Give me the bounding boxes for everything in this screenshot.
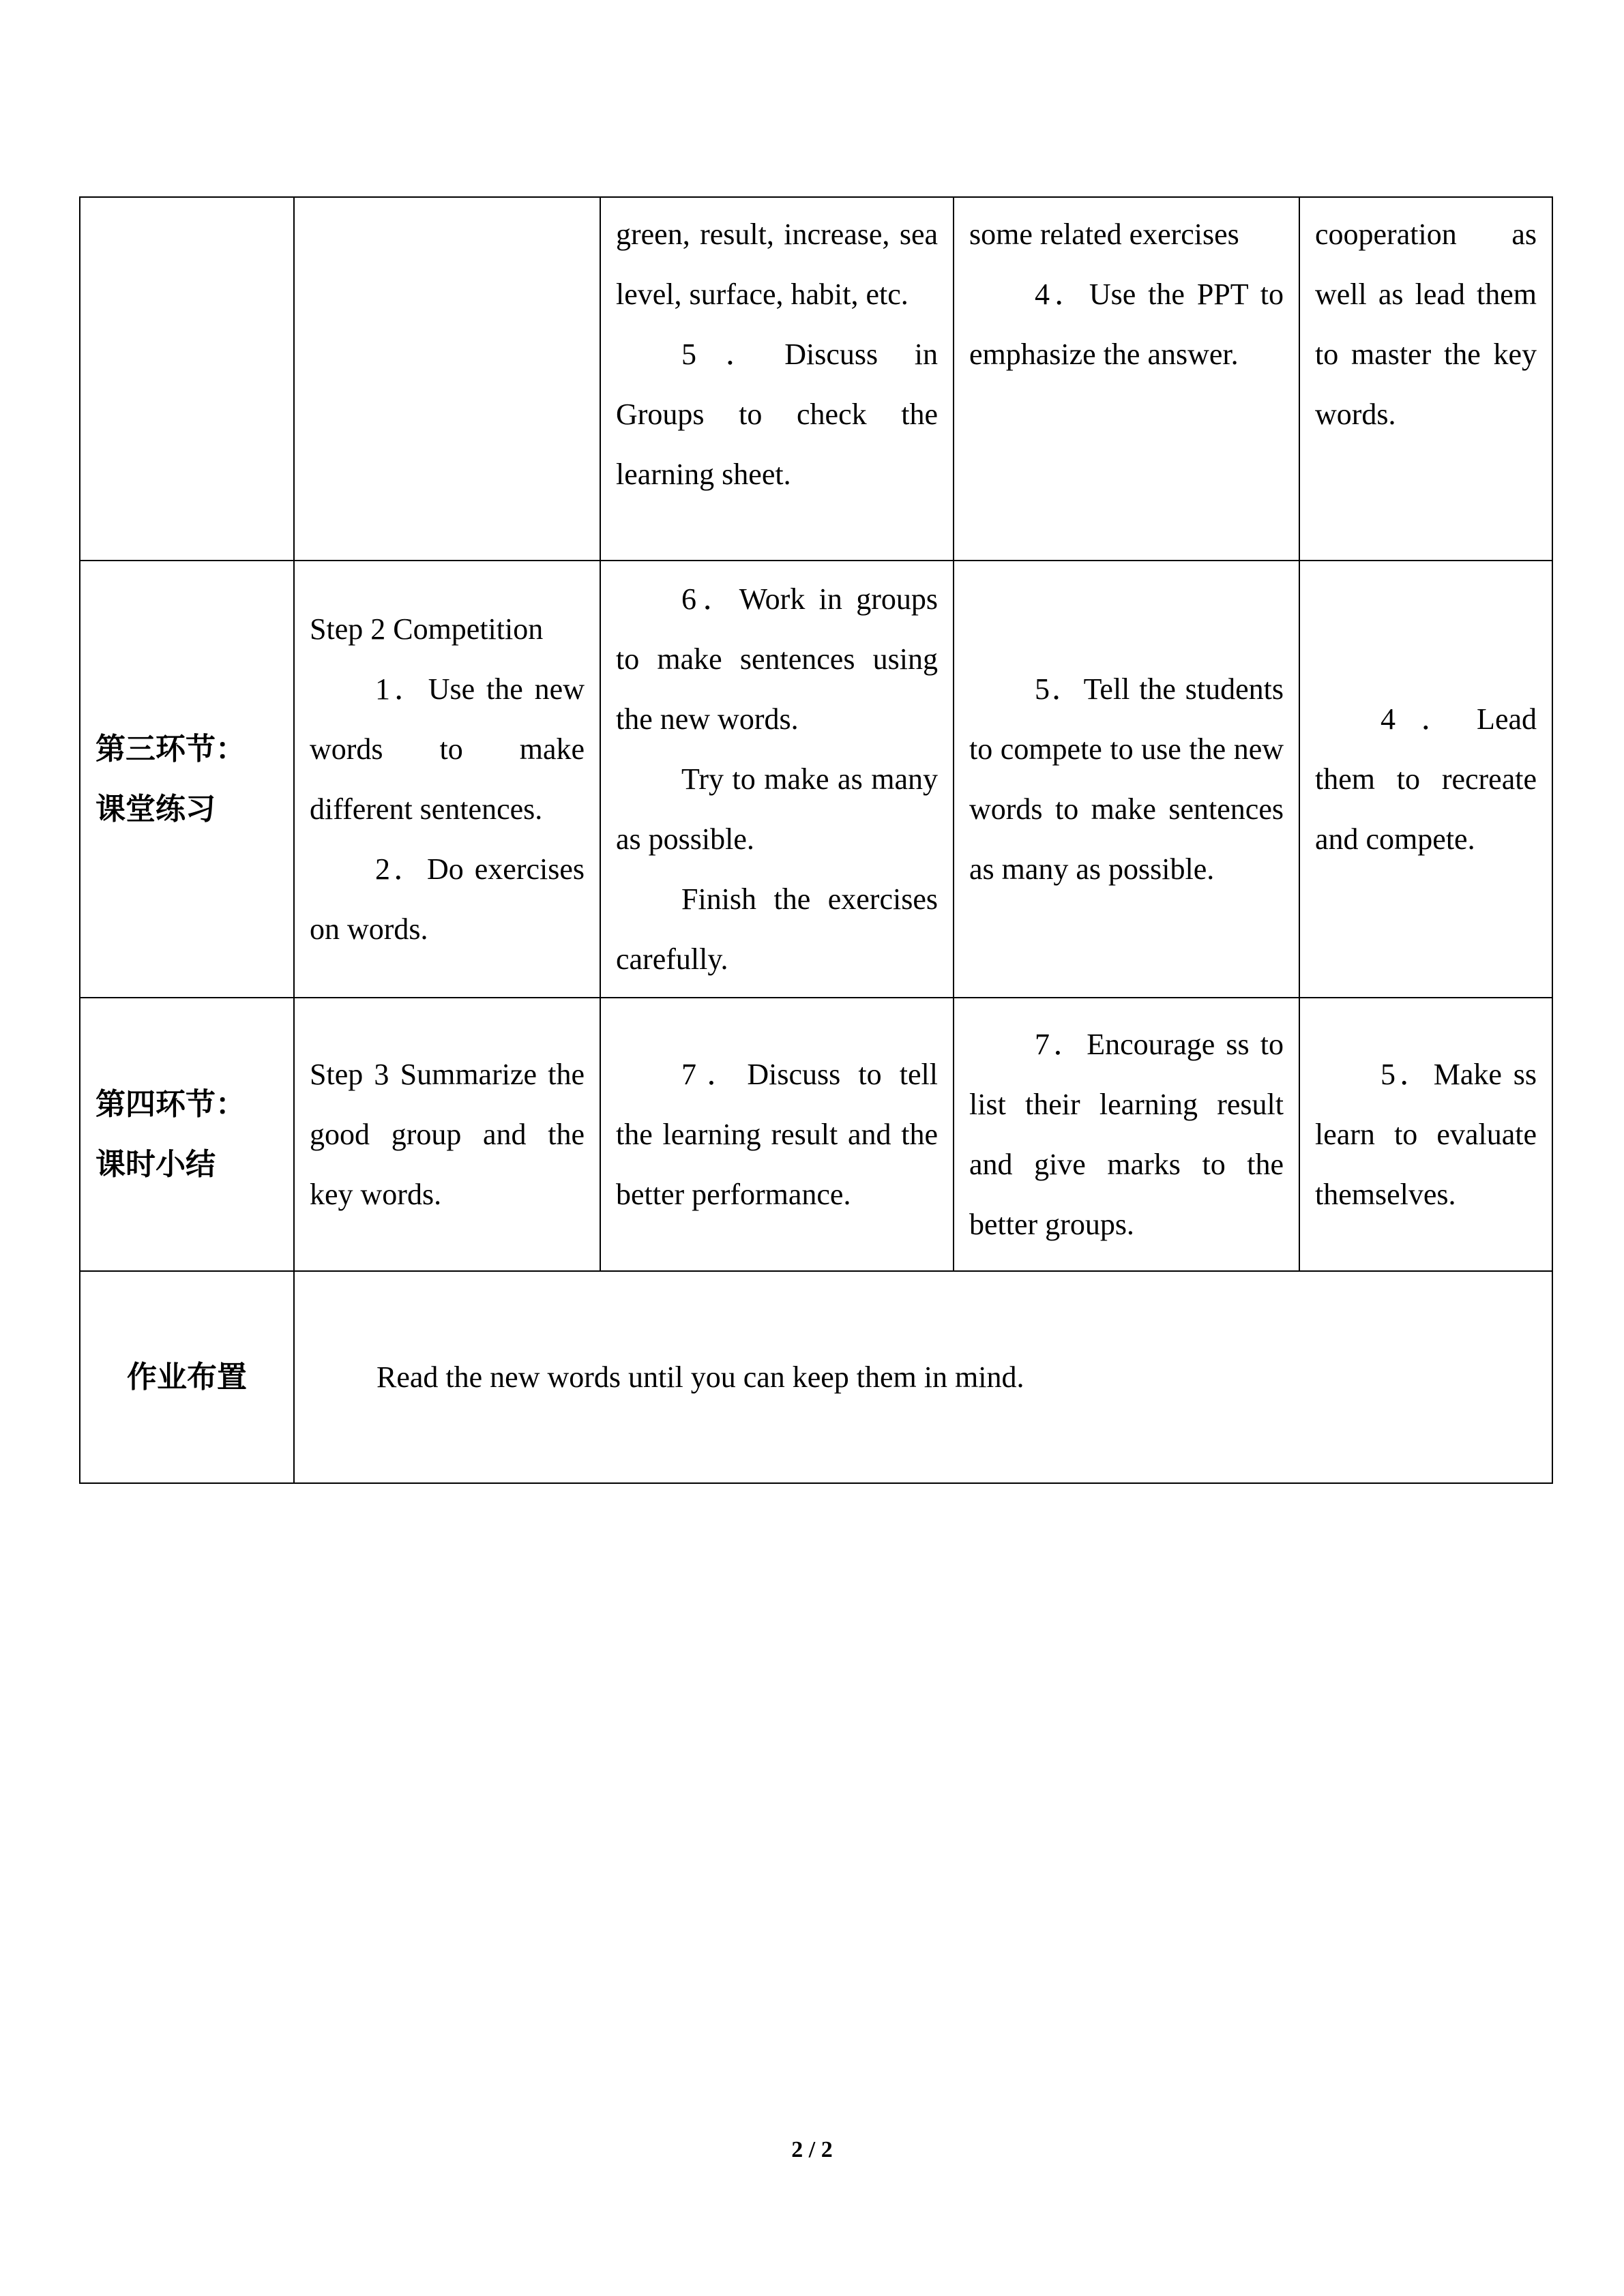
cell-paragraph: Finish the exercises carefully.: [616, 882, 938, 976]
teacher-step-cell: [294, 561, 600, 998]
purpose-cell: [1299, 998, 1552, 1271]
stage-cell-empty: [80, 197, 294, 561]
stage-label-line: 第三环节：: [95, 731, 246, 766]
cell-paragraph: 5．Discuss in Groups to check the learning sheet.: [616, 338, 938, 491]
cell-paragraph: green, result, increase, sea level, surface, habit, etc.: [616, 218, 938, 311]
table-row-continuation: [80, 197, 1552, 561]
cell-paragraph: 4．Use the PPT to emphasize the answer.: [969, 278, 1284, 371]
cell-paragraph: some related exercises: [969, 218, 1239, 251]
table-row-stage-3: [80, 561, 1552, 998]
stage-label-cell: [80, 998, 294, 1271]
stage-label-line: 第四环节：: [95, 1086, 246, 1122]
teacher-activity-cell: [954, 561, 1299, 998]
stage-label-cell: [80, 561, 294, 998]
table-row-stage-4: [80, 998, 1552, 1271]
cell-paragraph: 2．Do exercises on words.: [310, 852, 585, 946]
cell-paragraph: 4．Lead them to recreate and compete.: [1315, 702, 1537, 856]
table-row-homework: [80, 1271, 1552, 1483]
cell-paragraph: Step 3 Summarize the good group and the key words.: [310, 1057, 585, 1211]
purpose-cell: [1299, 197, 1552, 561]
cell-paragraph: 7．Discuss to tell the learning result and the better performance.: [616, 1057, 938, 1211]
homework-label: 作业布置: [80, 1271, 294, 1483]
cell-paragraph: Step 2 Competition: [310, 612, 544, 646]
cell-paragraph: 5．Make ss learn to evaluate themselves.: [1315, 1057, 1537, 1211]
cell-paragraph: 6．Work in groups to make sentences using the new words.: [616, 582, 938, 736]
lesson-plan-table: [79, 196, 1553, 1484]
cell-paragraph: 1．Use the new words to make different sentences.: [310, 672, 585, 826]
teacher-step-cell-empty: [294, 197, 600, 561]
student-activity-cell: [600, 561, 954, 998]
homework-text: Read the new words until you can keep them in mind.: [294, 1271, 1552, 1483]
stage-label-line: 课时小结: [95, 1146, 216, 1182]
purpose-cell: [1299, 561, 1552, 998]
cell-paragraph: 7．Encourage ss to list their learning result and give marks to the better groups.: [969, 1027, 1284, 1241]
student-activity-cell: [600, 998, 954, 1271]
teacher-activity-cell: [954, 998, 1299, 1271]
cell-paragraph: 5．Tell the students to compete to use the new words to make sentences as many as possible.: [969, 672, 1284, 886]
page-number: 2 / 2: [791, 2137, 833, 2162]
cell-paragraph: cooperation as well as lead them to master the key words.: [1315, 218, 1537, 431]
cell-paragraph: Try to make as many as possible.: [616, 762, 938, 856]
stage-label-line: 课堂练习: [95, 791, 216, 826]
student-activity-cell: [600, 197, 954, 561]
teacher-activity-cell: [954, 197, 1299, 561]
teacher-step-cell: [294, 998, 600, 1271]
